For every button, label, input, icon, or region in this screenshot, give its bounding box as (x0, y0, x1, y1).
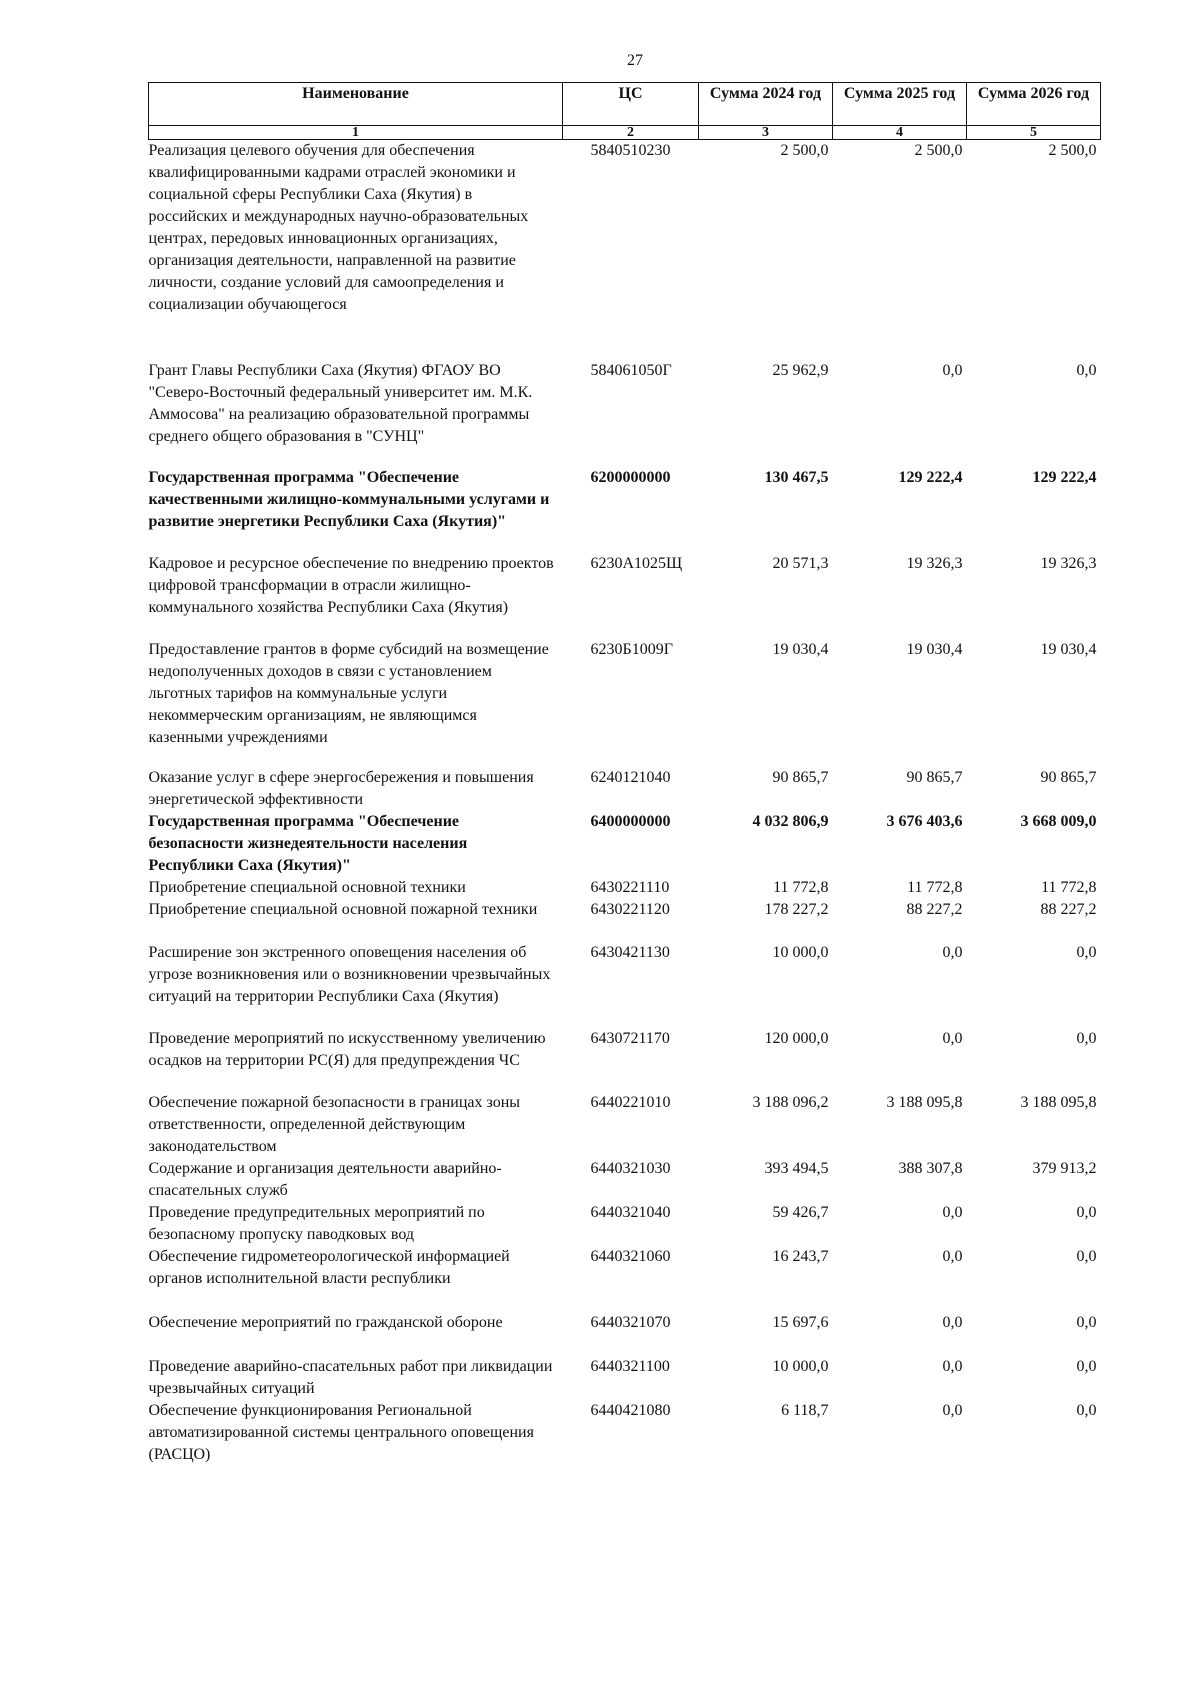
row-cs-code: 6400000000 (590, 812, 671, 830)
table-row (149, 553, 1101, 639)
row-sum-2024: 90 865,7 (772, 768, 829, 786)
table-row (149, 1356, 1101, 1400)
table-row (149, 942, 1101, 1028)
row-name: Содержание и организация деятельности аварийно-спасательных служб (148, 1159, 502, 1199)
row-cs-code: 6240121040 (590, 768, 671, 786)
row-name: Приобретение специальной основной пожарной техники (148, 900, 538, 918)
row-cs-code: 6430721170 (590, 1029, 670, 1047)
table-row (149, 467, 1101, 553)
column-number-row (149, 126, 1101, 140)
row-sum-2026: 19 326,3 (1040, 554, 1097, 572)
table-row (149, 1158, 1101, 1202)
header-sum-2025: Сумма 2025 год (833, 83, 967, 126)
row-sum-2024: 10 000,0 (772, 943, 829, 961)
row-name: Приобретение специальной основной техники (148, 878, 466, 896)
row-sum-2025: 0,0 (942, 943, 963, 961)
header-cs: ЦС (563, 83, 699, 126)
table-row (149, 639, 1101, 767)
row-sum-2024: 20 571,3 (772, 554, 829, 572)
row-cs-code: 6430221120 (590, 900, 670, 918)
row-sum-2026: 0,0 (1076, 1401, 1097, 1419)
table-row (149, 1028, 1101, 1092)
row-cs-code: 6230Б1009Г (590, 640, 673, 658)
header-sum-2026: Сумма 2026 год (967, 83, 1101, 126)
row-sum-2024: 15 697,6 (772, 1313, 829, 1331)
row-name: Обеспечение пожарной безопасности в границах зоны ответственности, определенной действующим законодательством (148, 1093, 521, 1155)
row-sum-2026: 0,0 (1076, 1247, 1097, 1265)
row-sum-2025: 0,0 (942, 1203, 963, 1221)
row-sum-2026: 0,0 (1076, 1357, 1097, 1375)
row-sum-2024: 3 188 096,2 (752, 1093, 829, 1111)
row-cs-code: 6440321070 (590, 1313, 671, 1331)
row-name: Обеспечение мероприятий по гражданской обороне (148, 1313, 503, 1331)
header-sum-2024: Сумма 2024 год (699, 83, 833, 126)
row-cs-code: 584061050Г (590, 361, 672, 379)
row-sum-2024: 25 962,9 (772, 361, 829, 379)
row-sum-2024: 393 494,5 (764, 1159, 829, 1177)
column-number: 5 (967, 126, 1101, 140)
row-name: Проведение аварийно-спасательных работ при ликвидации чрезвычайных ситуаций (148, 1357, 553, 1397)
row-name: Реализация целевого обучения для обеспечения квалифицированными кадрами отраслей экономики и социальной сферы Республики Саха (Якутия) в российских и международных научно-образовательных центрах, передовых инновационных организациях, организация деятельности, направленной на развитие личности, создание условий для самоопределения и социализации обучающегося (148, 142, 529, 313)
table-row (149, 360, 1101, 467)
row-sum-2026: 379 913,2 (1032, 1159, 1097, 1177)
row-sum-2024: 120 000,0 (764, 1029, 829, 1047)
page-number: 27 (627, 52, 643, 69)
row-sum-2025: 0,0 (942, 1357, 963, 1375)
row-name: Проведение предупредительных мероприятий по безопасному пропуску паводковых вод (148, 1203, 485, 1243)
row-cs-code: 6440321030 (590, 1159, 671, 1177)
row-sum-2025: 19 326,3 (906, 554, 963, 572)
table-header-row (149, 83, 1101, 126)
row-sum-2026: 3 668 009,0 (1020, 812, 1097, 830)
column-number: 2 (563, 126, 699, 140)
row-sum-2026: 0,0 (1076, 361, 1097, 379)
row-sum-2025: 19 030,4 (906, 640, 963, 658)
row-cs-code: 6430421130 (590, 943, 670, 961)
row-sum-2026: 88 227,2 (1040, 900, 1097, 918)
row-sum-2025: 129 222,4 (898, 468, 963, 486)
table-row (149, 1202, 1101, 1246)
row-name: Оказание услуг в сфере энергосбережения и повышения энергетической эффективности (148, 768, 534, 808)
table-row (149, 877, 1101, 899)
row-sum-2026: 11 772,8 (1041, 878, 1097, 896)
row-sum-2025: 11 772,8 (907, 878, 963, 896)
table-row (149, 140, 1101, 360)
row-sum-2025: 0,0 (942, 361, 963, 379)
row-sum-2024: 6 118,7 (781, 1401, 829, 1419)
row-name: Грант Главы Республики Саха (Якутия) ФГАОУ ВО "Северо-Восточный федеральный университет им. М.К. Аммосова" на реализацию образовательной программы среднего общего образования в "СУНЦ" (148, 361, 533, 445)
column-number: 1 (149, 126, 563, 140)
row-sum-2025: 90 865,7 (906, 768, 963, 786)
table-row (149, 1092, 1101, 1158)
row-name: Государственная программа "Обеспечение безопасности жизнедеятельности населения Республики Саха (Якутия)" (148, 812, 468, 874)
row-cs-code: 6200000000 (590, 468, 671, 486)
row-cs-code: 6440321100 (590, 1357, 670, 1375)
row-sum-2025: 88 227,2 (906, 900, 963, 918)
row-name: Обеспечение функционирования Региональной автоматизированной системы центрального оповещения (РАСЦО) (148, 1401, 534, 1463)
row-sum-2025: 0,0 (942, 1401, 963, 1419)
row-sum-2024: 16 243,7 (772, 1247, 829, 1265)
row-name: Проведение мероприятий по искусственному увеличению осадков на территории РС(Я) для предупреждения ЧС (148, 1029, 546, 1069)
table-row (149, 811, 1101, 877)
header-name: Наименование (149, 83, 563, 126)
row-sum-2026: 0,0 (1076, 1029, 1097, 1047)
row-sum-2024: 4 032 806,9 (752, 812, 829, 830)
row-sum-2026: 0,0 (1076, 1203, 1097, 1221)
row-sum-2024: 11 772,8 (773, 878, 829, 896)
row-name: Обеспечение гидрометеорологической информацией органов исполнительной власти республики (148, 1247, 510, 1287)
row-sum-2026: 2 500,0 (1048, 142, 1097, 159)
row-sum-2025: 0,0 (942, 1029, 963, 1047)
row-sum-2026: 19 030,4 (1040, 640, 1097, 658)
row-cs-code: 6440421080 (590, 1401, 671, 1419)
row-sum-2024: 178 227,2 (764, 900, 829, 918)
row-sum-2025: 2 500,0 (914, 142, 963, 159)
row-sum-2024: 19 030,4 (772, 640, 829, 658)
row-name: Предоставление грантов в форме субсидий на возмещение недополученных доходов в связи с установлением льготных тарифов на коммунальные услуги некоммерческим организациям, не являющимся казенными учреждениями (148, 640, 549, 746)
row-sum-2026: 129 222,4 (1032, 468, 1097, 486)
row-cs-code: 6440321060 (590, 1247, 671, 1265)
table-row (149, 899, 1101, 942)
row-sum-2026: 3 188 095,8 (1020, 1093, 1097, 1111)
row-sum-2025: 3 676 403,6 (886, 812, 963, 830)
row-sum-2025: 0,0 (942, 1313, 963, 1331)
row-sum-2024: 130 467,5 (764, 468, 829, 486)
row-cs-code: 6440321040 (590, 1203, 671, 1221)
column-number: 3 (699, 126, 833, 140)
row-sum-2025: 388 307,8 (898, 1159, 963, 1177)
row-sum-2026: 0,0 (1076, 943, 1097, 961)
table-row (149, 767, 1101, 811)
row-sum-2024: 2 500,0 (780, 142, 829, 159)
budget-table (148, 82, 1101, 1466)
table-row (149, 1312, 1101, 1356)
table-row (149, 1400, 1101, 1466)
row-cs-code: 6230А1025Щ (590, 554, 683, 572)
row-cs-code: 6440221010 (590, 1093, 671, 1111)
table-row (149, 1246, 1101, 1312)
row-sum-2025: 0,0 (942, 1247, 963, 1265)
row-name: Расширение зон экстренного оповещения населения об угрозе возникновения или о возникновении чрезвычайных ситуаций на территории Республики Саха (Якутия) (148, 943, 551, 1005)
table-body (149, 140, 1101, 1466)
row-sum-2026: 90 865,7 (1040, 768, 1097, 786)
row-cs-code: 5840510230 (590, 142, 671, 159)
row-sum-2024: 10 000,0 (772, 1357, 829, 1375)
row-sum-2026: 0,0 (1076, 1313, 1097, 1331)
row-cs-code: 6430221110 (590, 878, 670, 896)
column-number: 4 (833, 126, 967, 140)
row-sum-2024: 59 426,7 (772, 1203, 829, 1221)
row-sum-2025: 3 188 095,8 (886, 1093, 963, 1111)
row-name: Кадровое и ресурсное обеспечение по внедрению проектов цифровой трансформации в отрасли жилищно-коммунального хозяйства Республики Саха (Якутия) (148, 554, 554, 616)
row-name: Государственная программа "Обеспечение качественными жилищно-коммунальными услугами и развитие энергетики Республики Саха (Якутия)" (148, 468, 550, 530)
